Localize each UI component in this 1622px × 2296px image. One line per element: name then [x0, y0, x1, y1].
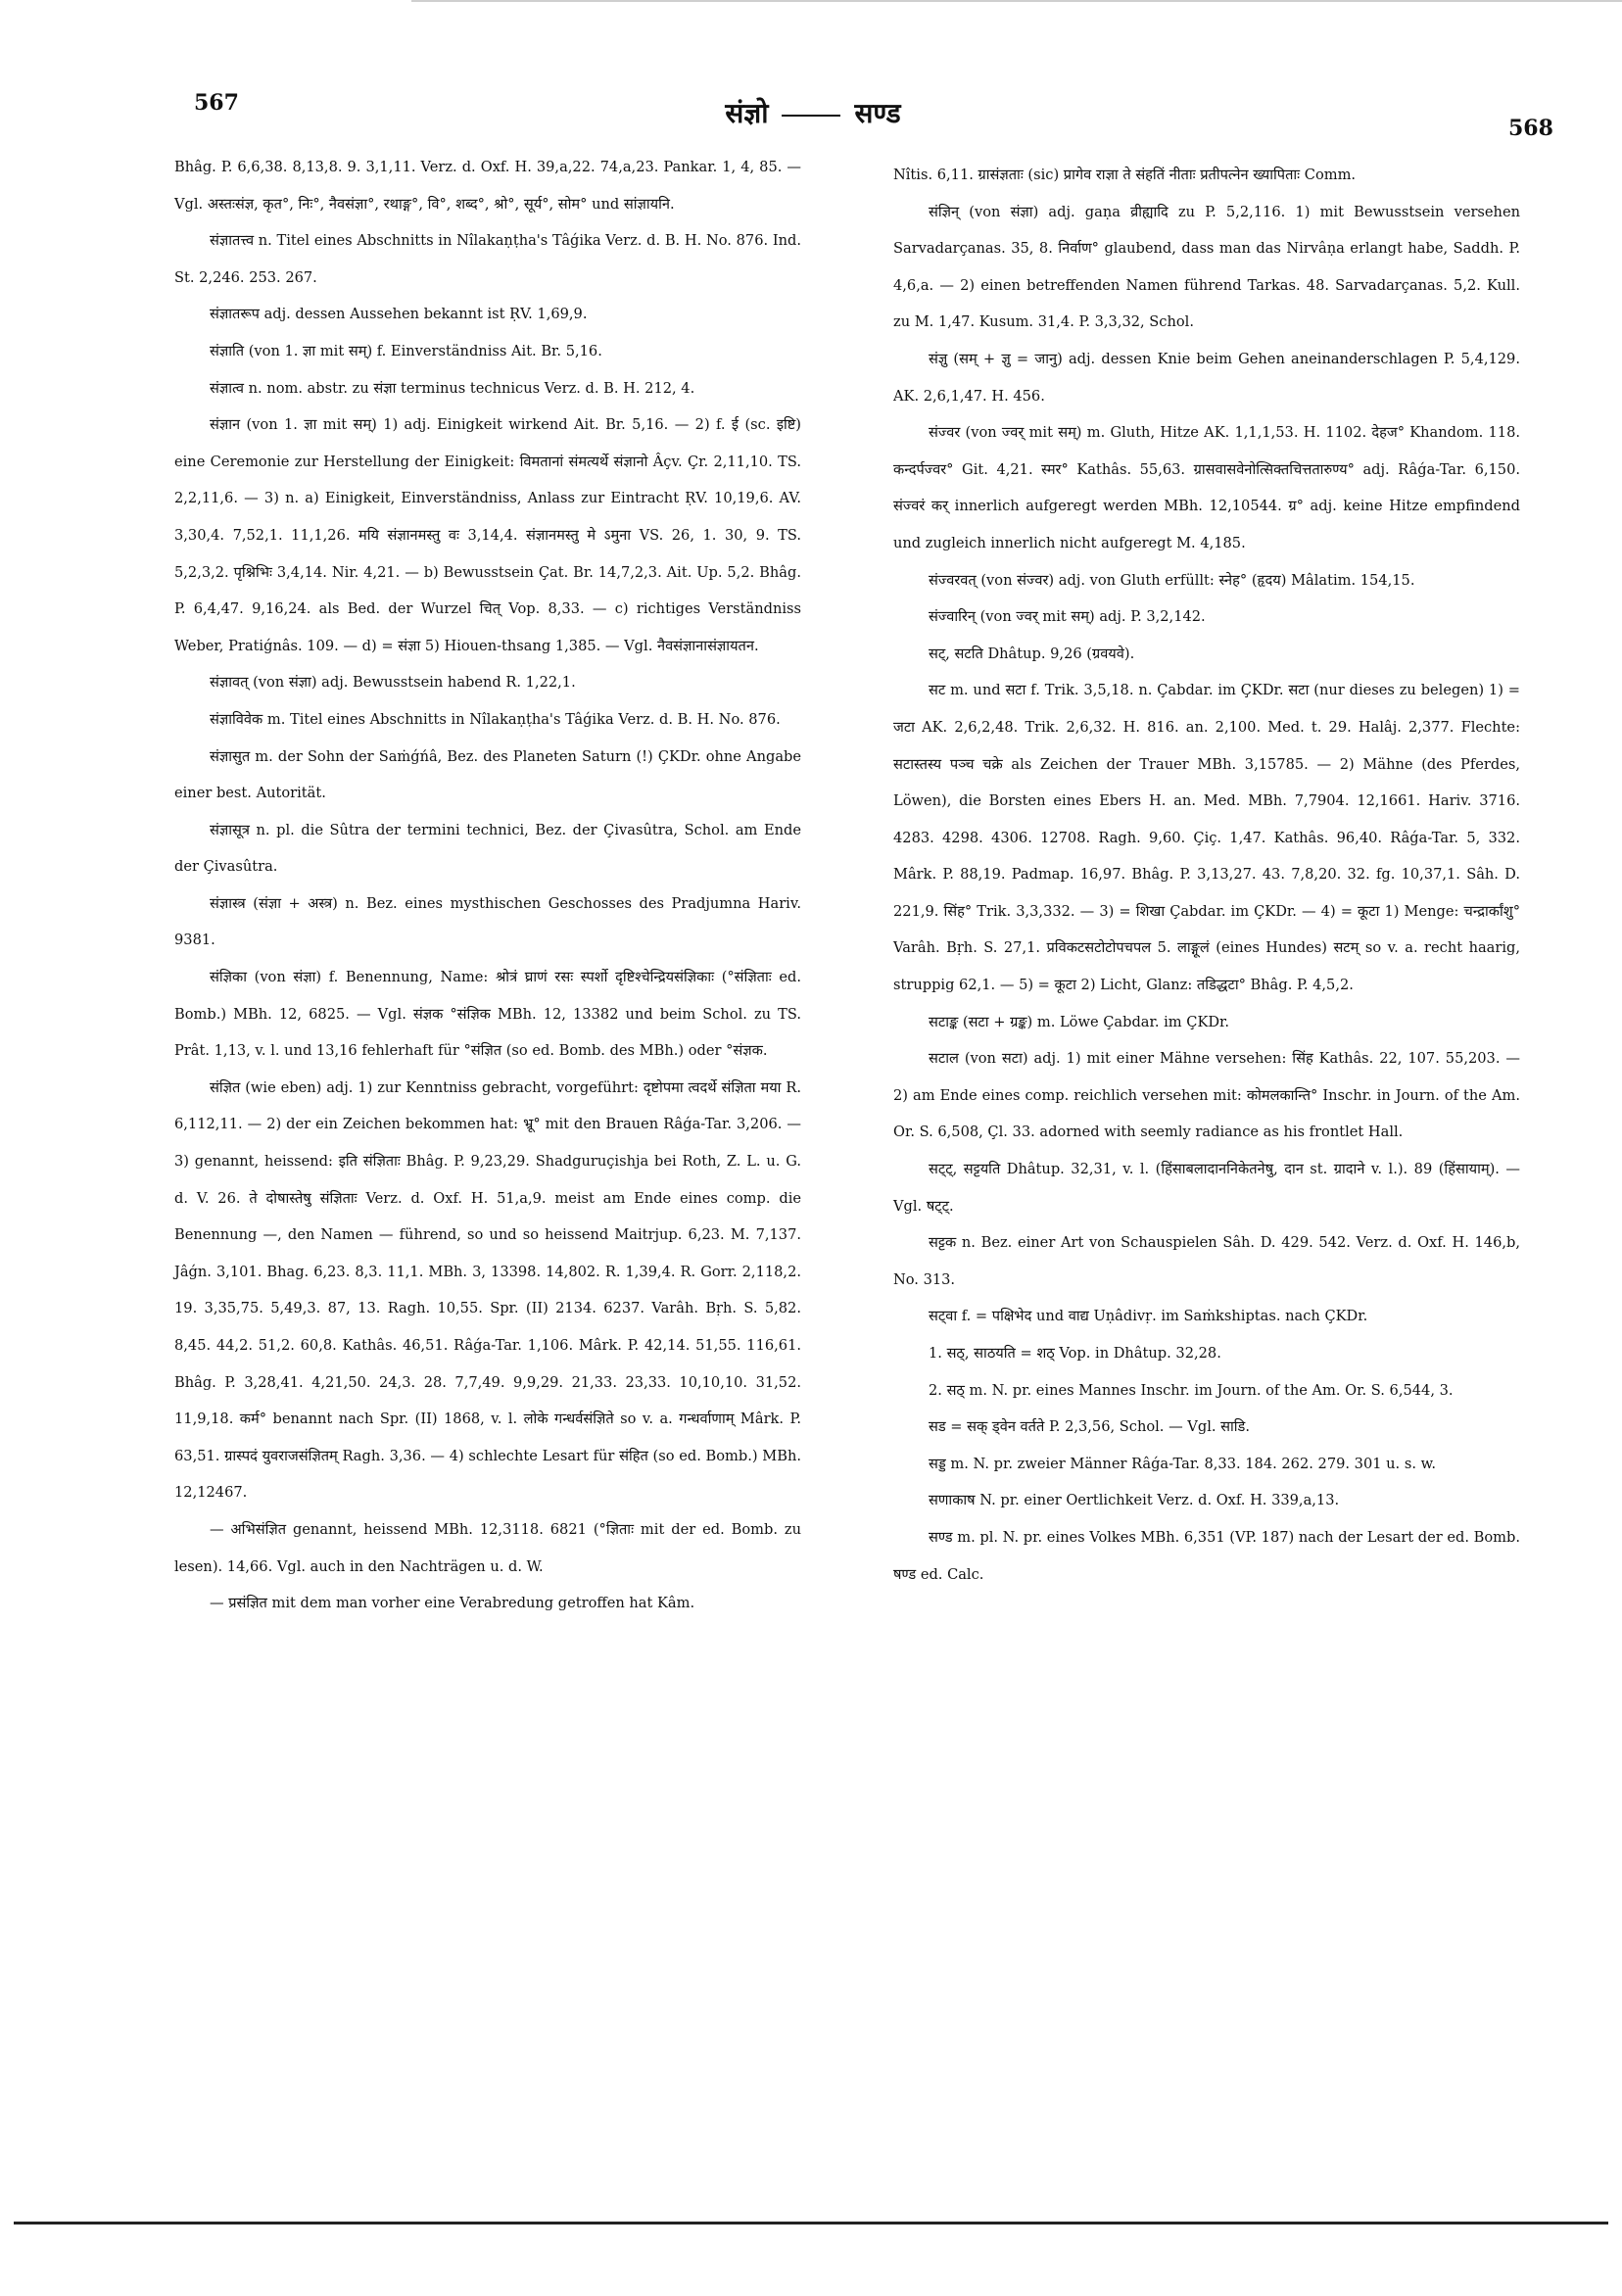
right-column: [893, 157, 1520, 1593]
bottom-rule: [14, 2222, 1608, 2224]
entry: संज्ञासुत m. der Sohn der Saṁǵńâ, Bez. des Planeten Saturn (!) ÇKDr. ohne Angabe einer best. Autorität.: [174, 747, 801, 802]
entry: सणाकाष N. pr. einer Oertlichkeit Verz. d. Oxf. H. 339,a,13.: [929, 1492, 1340, 1509]
entry: संज्वरवत् (von संज्वर) adj. von Gluth erfüllt: स्नेह° (हृदय) Mâlatim. 154,15.: [929, 571, 1415, 589]
headword-start: संज्ञो: [725, 97, 769, 129]
entry: सट्वा f. = पक्षिभेद und वाद्य Uṇâdivṛ. im Saṁkshiptas. nach ÇKDr.: [929, 1308, 1368, 1325]
headword-end: सण्ड: [854, 97, 901, 129]
entry: संज्ञिका (von संज्ञा) f. Benennung, Name: श्रोत्रं घ्राणं रसः स्पर्शो दृष्टिश्चेन्द्रियसंज्ञिकाः (°संज्ञिताः ed. Bomb.) MBh. 12, 6825. — Vgl. संज्ञक °संज्ञिक MBh. 12, 13382 und beim Schol. zu TS. Prât. 1,13, v. l. und 13,16 fehlerhaft für °संज्ञित (so ed. Bomb. des MBh.) oder °संज्ञक.: [174, 969, 801, 1060]
entry: सड्ड m. N. pr. zweier Männer Râǵa-Tar. 8,33. 184. 262. 279. 301 u. s. w.: [929, 1455, 1437, 1472]
entry: संज्वर (von ज्वर् mit सम्) m. Gluth, Hitze AK. 1,1,1,53. H. 1102. देहज° Khandom. 118. कन्दर्पज्वर° Git. 4,21. स्मर° Kathâs. 55,63. ग्रासवासवेनोत्सिक्तचित्ततारुण्य° adj. Râǵa-Tar. 6,150. संज्वरं कर् innerlich aufgeregt werden MBh. 12,10544. ग्र° adj. keine Hitze empfindend und zugleich innerlich nicht aufgeregt M. 4,185.: [893, 424, 1520, 551]
entry: सट्टक n. Bez. einer Art von Schauspielen Sâh. D. 429. 542. Verz. d. Oxf. H. 146,b, No. 313.: [893, 1234, 1520, 1288]
entry: संज्ञाति (von 1. ज्ञा mit सम्) f. Einverständniss Ait. Br. 5,16.: [210, 342, 602, 359]
entry: 2. सठ् m. N. pr. eines Mannes Inschr. im Journ. of the Am. Or. S. 6,544, 3.: [929, 1381, 1454, 1399]
entry: सट m. und सटा f. Trik. 3,5,18. n. Çabdar. im ÇKDr. सटा (nur dieses zu belegen) 1) = जटा AK. 2,6,2,48. Trik. 2,6,32. H. 816. an. 2,100. Med. t. 29. Halâj. 2,377. Flechte: सटास्तस्य पञ्च चक्रे als Zeichen der Trauer MBh. 3,15785. — 2) Mähne (des Pferdes, Löwen), die Borsten eines Ebers H. an. Med. MBh. 7,7904. 12,1661. Hariv. 3716. 4283. 4298. 4306. 12708. Ragh. 9,60. Çiç. 1,47. Kathâs. 96,40. Râǵa-Tar. 5, 332. Mârk. P. 88,19. Padmap. 16,97. Bhâg. P. 3,13,27. 43. 7,8,20. 32. fg. 10,37,1. Sâh. D. 221,9. सिंह° Trik. 3,3,332. — 3) = शिखा Çabdar. im ÇKDr. — 4) = कूटा 1) Menge: चन्द्रार्कांशु° Varâh. Bṛh. S. 27,1. प्रविकटसटोटोपचपल 5. लाङ्गूलं (eines Hundes) सटम् so v. a. recht haarig, struppig 62,1. — 5) = कूटा 2) Licht, Glanz: तडिद्धटा° Bhâg. P. 4,5,2.: [893, 682, 1520, 994]
entry: संज्ञाविवेक m. Titel eines Abschnitts in Nîlakaṇṭha's Tâǵika Verz. d. B. H. No. 876.: [210, 710, 781, 728]
entry: संज्ञासूत्र n. pl. die Sûtra der termini technici, Bez. der Çivasûtra, Schol. am Ende der Çivasûtra.: [174, 821, 801, 876]
entry: संज्वारिन् (von ज्वर् mit सम्) adj. P. 3,2,142.: [929, 608, 1206, 626]
entry: — अभिसंज्ञित genannt, heissend MBh. 12,3118. 6821 (°ज्ञिताः mit der ed. Bomb. zu lesen). 14,66. Vgl. auch in den Nachträgen u. d. W.: [174, 1520, 801, 1575]
entry: संज्ञातरूप adj. dessen Aussehen bekannt ist ṚV. 1,69,9.: [210, 306, 588, 323]
entry: सट्, सटति Dhâtup. 9,26 (ग्रवयवे).: [929, 645, 1135, 662]
entry: Bhâg. P. 6,6,38. 8,13,8. 9. 3,1,11. Verz. d. Oxf. H. 39,a,22. 74,a,23. Pankar. 1, 4, 85. — Vgl. अस्तःसंज्ञ, कृत°, निः°, नैवसंज्ञा°, रथाङ्ग°, वि°, शब्द°, श्रो°, सूर्य°, सोम° und सांज्ञायनि.: [174, 159, 801, 213]
entry: संज्ञात्व n. nom. abstr. zu संज्ञा terminus technicus Verz. d. B. H. 212, 4.: [210, 379, 695, 397]
entry: — प्रसंज्ञित mit dem man vorher eine Verabredung getroffen hat Kâm.: [210, 1595, 695, 1612]
entry: संज्ञिन् (von संज्ञा) adj. gaṇa व्रीह्यादि zu P. 5,2,116. 1) mit Bewusstsein versehen Sarvadarçanas. 35, 8. निर्वाण° glaubend, dass man das Nirvâṇa erlangt habe, Saddh. P. 4,6,a. — 2) einen betreffenden Namen führend Tarkas. 48. Sarvadarçanas. 5,2. Kull. zu M. 1,47. Kusum. 31,4. P. 3,3,32, Schol.: [893, 203, 1520, 331]
entry: संज्ञावत् (von संज्ञा) adj. Bewusstsein habend R. 1,22,1.: [210, 674, 576, 692]
page-number-left: 567: [194, 90, 239, 116]
running-head: [646, 94, 979, 131]
entry: सण्ड m. pl. N. pr. eines Volkes MBh. 6,351 (VP. 187) nach der Lesart der ed. Bomb. षण्ड ed. Calc.: [893, 1528, 1520, 1583]
left-column: [174, 149, 801, 1622]
entry: संज्ञातत्त्व n. Titel eines Abschnitts in Nîlakaṇṭha's Tâǵika Verz. d. B. H. No. 876. Ind. St. 2,246. 253. 267.: [174, 232, 801, 286]
entry: सट्ट्, सट्टयति Dhâtup. 32,31, v. l. (हिंसाबलादाननिकेतनेषु, दान st. ग्रादाने v. l.). 89 (हिंसायाम्). — Vgl. षट्ट्.: [893, 1161, 1520, 1215]
entry: संज्ञान (von 1. ज्ञा mit सम्) 1) adj. Einigkeit wirkend Ait. Br. 5,16. — 2) f. ई (sc. इष्टि) eine Ceremonie zur Herstellung der Einigkeit: विमतानां संमत्यर्थे संज्ञानो Âçv. Çr. 2,11,10. TS. 2,2,11,6. — 3) n. a) Einigkeit, Einverständniss, Anlass zur Eintracht ṚV. 10,19,6. AV. 3,30,4. 7,52,1. 11,1,26. मयि संज्ञानमस्तु वः 3,14,4. संज्ञानमस्तु मे ऽमुना VS. 26, 1. 30, 9. TS. 5,2,3,2. पृश्निभिः 3,4,14. Nir. 4,21. — b) Bewusstsein Çat. Br. 14,7,2,3. Ait. Up. 5,2. Bhâg. P. 6,4,47. 9,16,24. als Bed. der Wurzel चित् Vop. 8,33. — c) richtiges Verständniss Weber, Pratiǵnâs. 109. — d) = संज्ञा 5) Hiouen-thsang 1,385. — Vgl. नैवसंज्ञानासंज्ञायतन.: [174, 416, 801, 654]
page-number-right: 568: [1508, 116, 1553, 141]
entry: Nîtis. 6,11. ग्रासंज्ञताः (sic) प्रागेव राज्ञा ते संहतिं नीताः प्रतीपत्नेन ख्यापिताः Comm.: [893, 167, 1357, 183]
top-rule: [411, 0, 1622, 2]
entry: सटाल (von सटा) adj. 1) mit einer Mähne versehen: सिंह Kathâs. 22, 107. 55,203. — 2) am Ende eines comp. reichlich versehen mit: कोमलकान्ति° Inschr. in Journ. of the Am. Or. S. 6,508, Çl. 33. adorned with seemly radiance as his frontlet Hall.: [893, 1050, 1520, 1141]
entry: सटाङ्क (सटा + ग्रङ्क) m. Löwe Çabdar. im ÇKDr.: [929, 1013, 1230, 1030]
entry: संज्ञास्त्र (संज्ञा + अस्त्र) n. Bez. eines mysthischen Geschosses des Pradjumna Hariv. 9381.: [174, 894, 801, 949]
entry: संज्ञु (सम् + ज्ञु = जानु) adj. dessen Knie beim Gehen aneinanderschlagen P. 5,4,129. AK. 2,6,1,47. H. 456.: [893, 350, 1520, 405]
entry: 1. सठ्, साठयति = शठ् Vop. in Dhâtup. 32,28.: [929, 1345, 1221, 1362]
head-dash: [782, 115, 840, 117]
entry: सड = सक् ड्वेन वर्तते P. 2,3,56, Schol. — Vgl. साडि.: [929, 1418, 1251, 1436]
entry: संज्ञित (wie eben) adj. 1) zur Kenntniss gebracht, vorgeführt: दृष्टोपमा त्वदर्थे संज्ञिता मया R. 6,112,11. — 2) der ein Zeichen bekommen hat: भ्रू° mit den Brauen Râǵa-Tar. 3,206. — 3) genannt, heissend: इति संज्ञिताः Bhâg. P. 9,23,29. Shadguruçishja bei Roth, Z. L. u. G. d. V. 26. ते दोषास्तेषु संज्ञिताः Verz. d. Oxf. H. 51,a,9. meist am Ende eines comp. die Benennung —, den Namen — führend, so und so heissend Maitrjup. 6,23. M. 7,137. Jâǵn. 3,101. Bhag. 6,23. 8,3. 11,1. MBh. 3, 13398. 14,802. R. 1,39,4. R. Gorr. 2,118,2. 19. 3,35,75. 5,49,3. 87, 13. Ragh. 10,55. Spr. (II) 2134. 6237. Varâh. Bṛh. S. 5,82. 8,45. 44,2. 51,2. 60,8. Kathâs. 46,51. Râǵa-Tar. 1,106. Mârk. P. 42,14. 51,55. 116,61. Bhâg. P. 3,28,41. 4,21,50. 24,3. 28. 7,7,49. 9,9,29. 21,33. 23,33. 10,10,10. 31,52. 11,9,18. कर्म° benannt nach Spr. (II) 1868, v. l. लोके गन्धर्वसंज्ञिते so v. a. गन्धर्वाणाम् Mârk. P. 63,51. ग्रास्पदं युवराजसंज्ञितम् Ragh. 3,36. — 4) schlechte Lesart für संहित (so ed. Bomb.) MBh. 12,12467.: [174, 1078, 801, 1502]
